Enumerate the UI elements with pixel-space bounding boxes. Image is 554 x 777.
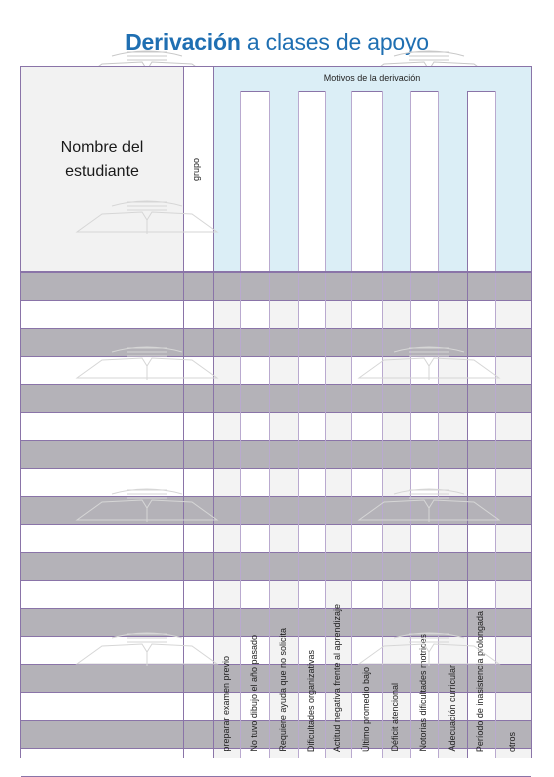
column-divider: [183, 67, 184, 758]
column-divider: [298, 91, 299, 758]
column-divider: [351, 91, 352, 758]
table-row[interactable]: [21, 441, 531, 469]
column-divider: [382, 91, 383, 758]
table-row[interactable]: [21, 413, 531, 441]
column-divider: [213, 67, 214, 758]
column-divider: [269, 91, 270, 758]
title-bold: Derivación: [125, 29, 241, 55]
derivation-table: [20, 66, 532, 758]
table-row[interactable]: [21, 525, 531, 553]
table-row[interactable]: [21, 329, 531, 357]
page-title: [0, 27, 554, 57]
column-header-shade: [382, 91, 410, 271]
column-header-label: Notorias dificultades motrices: [418, 634, 428, 752]
column-header-label: Último promedio bajo: [361, 666, 371, 752]
column-divider: [240, 91, 241, 758]
table-row[interactable]: [21, 637, 531, 665]
column-header-label: Déficit atencional: [390, 683, 400, 752]
student-name-header: [21, 67, 183, 271]
column-header-shade: [325, 91, 351, 271]
column-header-shade: [495, 91, 531, 271]
table-row[interactable]: [21, 357, 531, 385]
column-header-shade: [269, 91, 298, 271]
header-divider: [21, 271, 531, 273]
column-divider: [410, 91, 411, 758]
column-header-label: preparar examen previo: [221, 656, 231, 752]
column-header-shade: [438, 91, 467, 271]
column-header-label: Dificultades organizativas: [306, 649, 316, 752]
column-divider: [325, 91, 326, 758]
table-row[interactable]: [21, 301, 531, 329]
grupo-header: [184, 67, 213, 271]
column-header-label: otros: [507, 731, 517, 752]
table-row[interactable]: [21, 609, 531, 637]
column-header-label: Adecuación curricular: [447, 665, 457, 752]
header-name-line1: Nombre del: [60, 139, 144, 156]
column-divider: [438, 91, 439, 758]
motivos-header: Motivos de la derivación: [213, 67, 531, 92]
table-row[interactable]: [21, 581, 531, 609]
table-row[interactable]: [21, 749, 531, 777]
column-header-label: Actitud negativa frente al aprendizaje: [332, 603, 342, 752]
column-header-shade: [213, 91, 240, 271]
grupo-label: grupo: [191, 157, 201, 181]
table-row[interactable]: [21, 553, 531, 581]
column-divider: [495, 91, 496, 758]
header-name-line2: estudiante: [65, 163, 139, 180]
table-row[interactable]: [21, 469, 531, 497]
table-row[interactable]: [21, 273, 531, 301]
column-divider: [467, 91, 468, 758]
title-rest: a clases de apoyo: [246, 29, 429, 55]
column-header-label: Requiere ayuda que no solicita: [278, 628, 288, 752]
column-header-label: No tuvo dibujo el año pasado: [249, 635, 259, 752]
column-header-label: Período de inasistencia prolongada: [475, 610, 485, 752]
table-row[interactable]: [21, 385, 531, 413]
table-row[interactable]: [21, 497, 531, 525]
